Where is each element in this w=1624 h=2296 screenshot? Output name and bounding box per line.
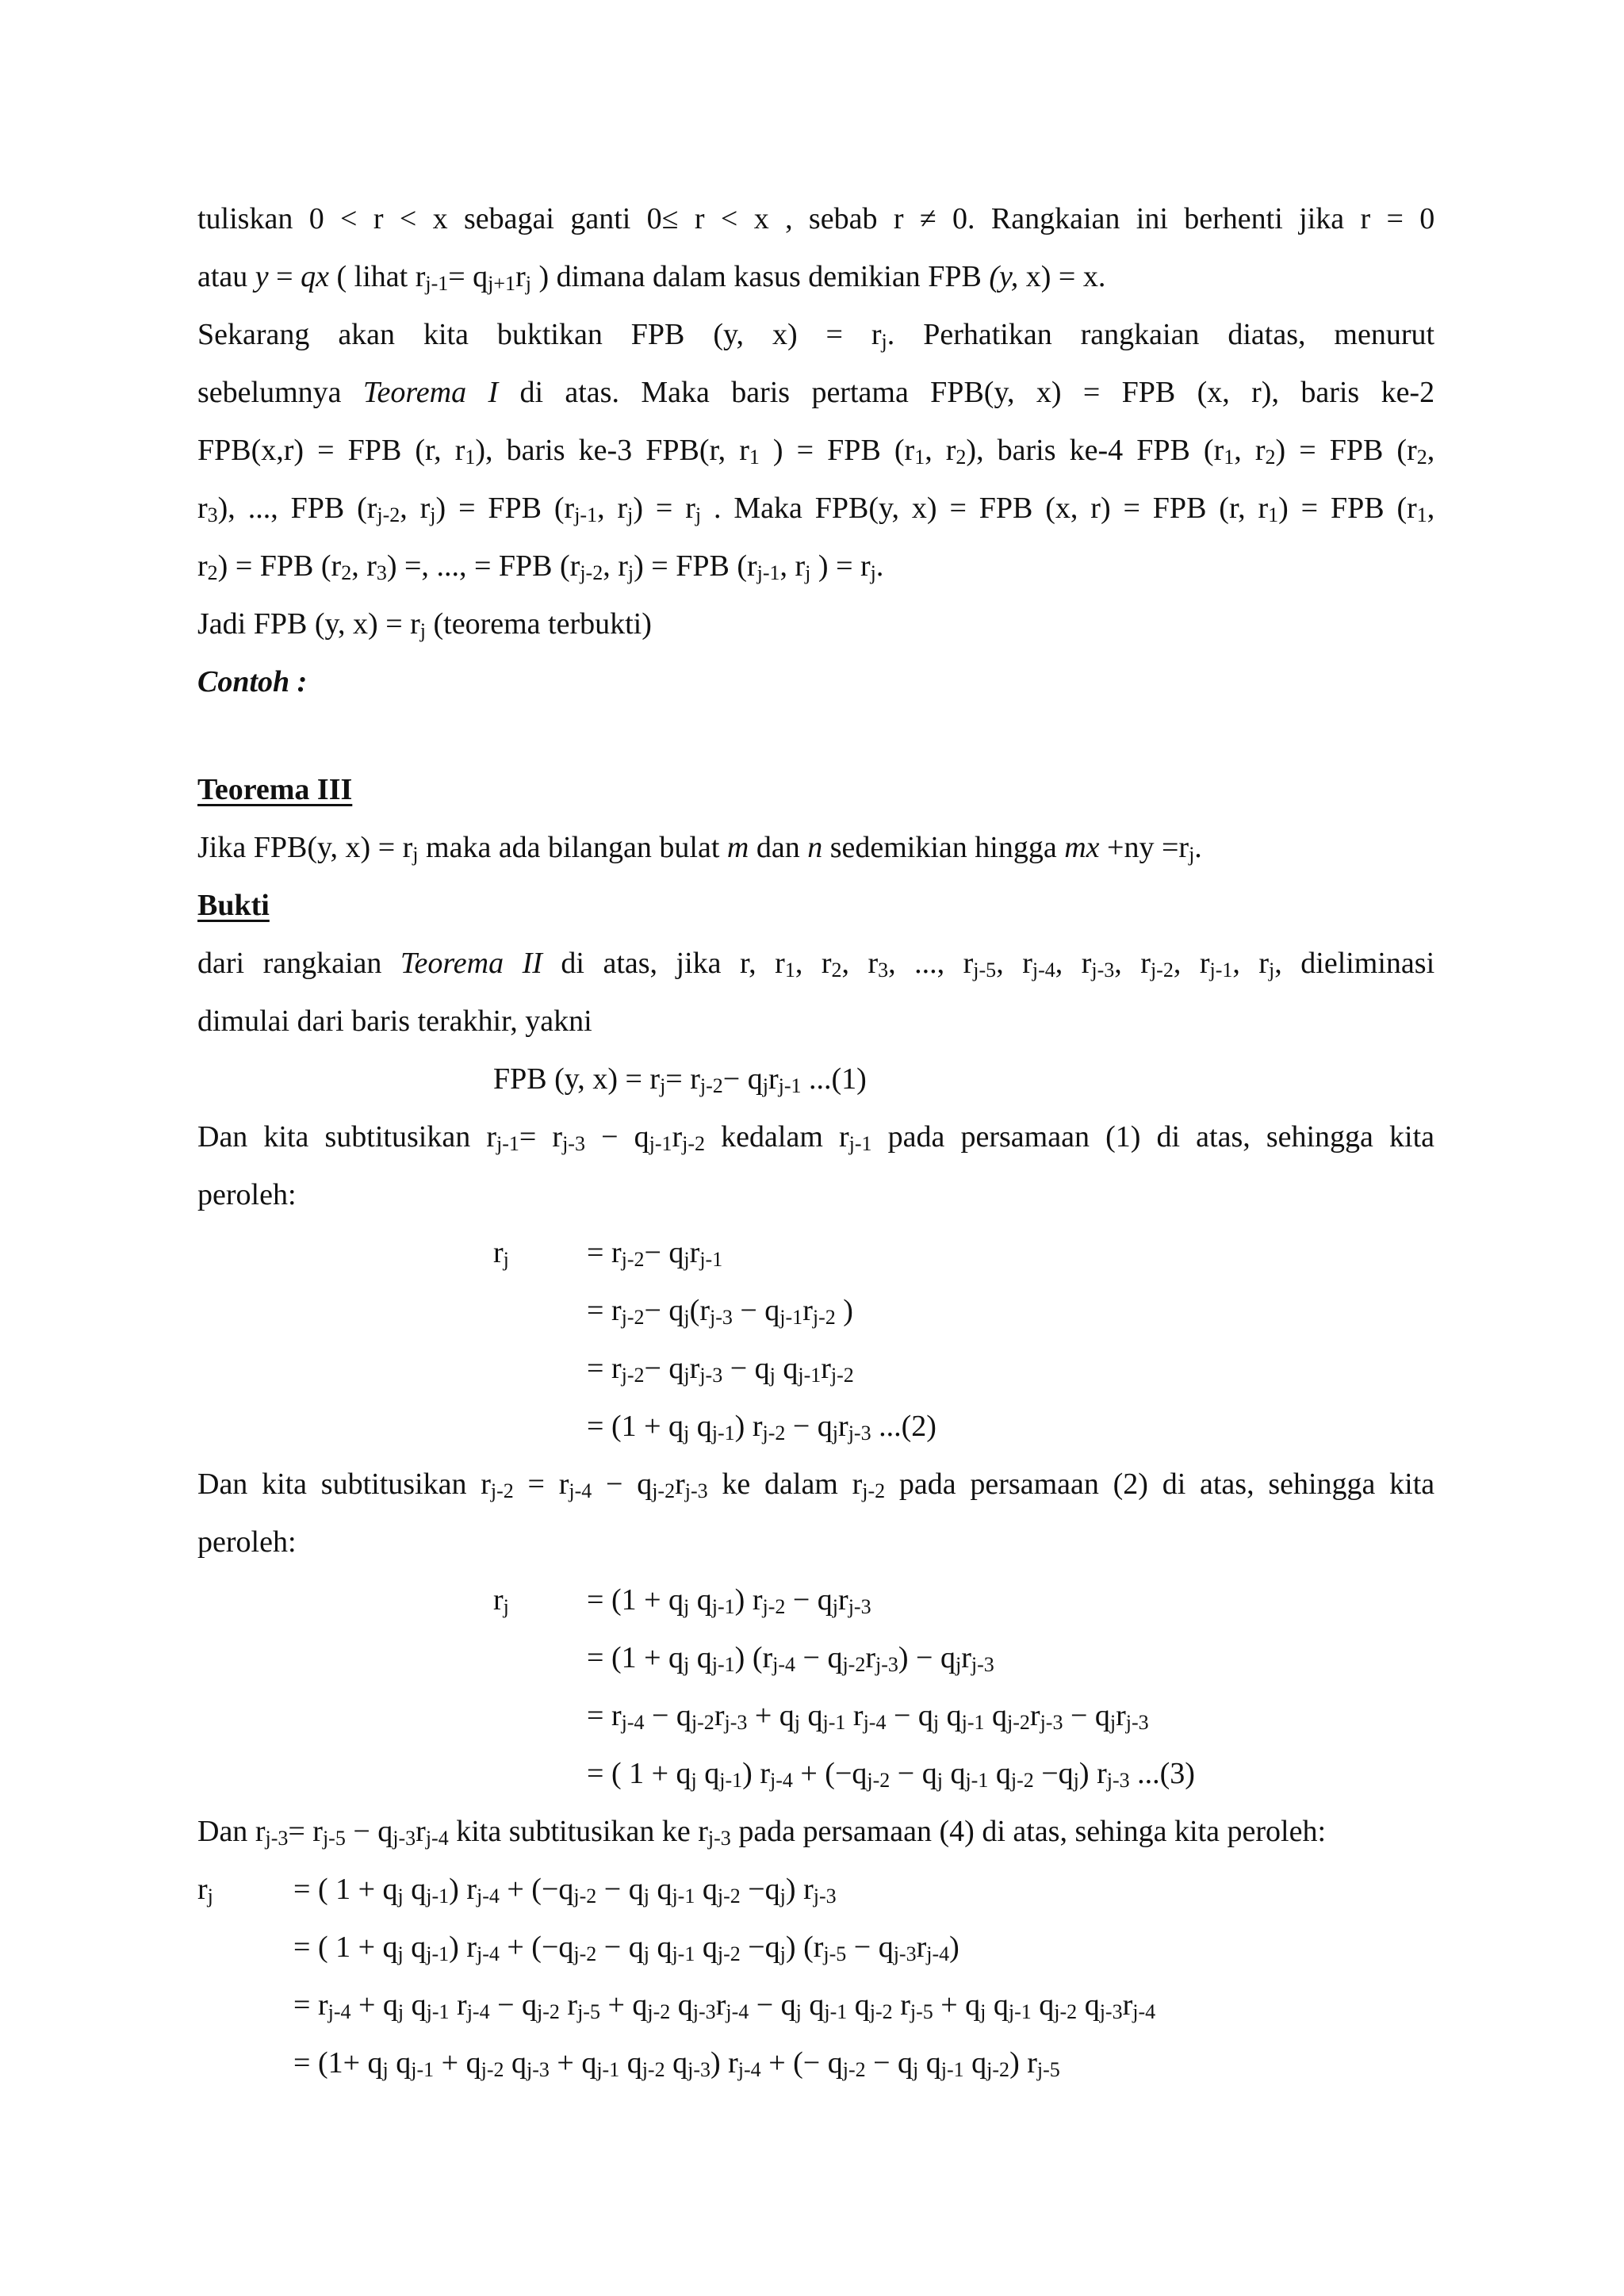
equation-line: = ($1 + q_j$ $q_{j-1}$) $r_{j-2} - q_jr_{j-3}$ [587,1583,871,1618]
text-line: atau y = qx ( lihat $r_{j-1}= q_{j+1}r_j$ ) dimana dalam kasus demikian FPB (y, x) = x. [197,260,1106,295]
equation-line: = $r_{j-2}- q_jr_{j-1}$ [587,1236,723,1271]
text-line: $r_3$), ..., FPB ($r_{j-2}$, $r_j$) = FPB ($r_{j-1}$, $r_j) = r_j$ . Maka FPB(y, x) = FPB (x, r) = FPB (r, $r_1$) = FPB ($r_1$, [197,492,1435,526]
equation-lhs: $r_j$ [197,1873,213,1908]
text-line: peroleh: [197,1525,297,1559]
text-line: sebelumnya Teorema I di atas. Maka baris pertama FPB(y, x) = FPB (x, r), baris ke-2 [197,376,1435,409]
text-line: Dan $r_{j-3}= r_{j-5} - q_{j-3}r_{j-4}$ kita subtitusikan ke $r_{j-3}$ pada persamaan (4) di atas, sehinga kita peroleh: [197,1815,1327,1850]
equation-line: = ( $1 + q_j$ $q_{j-1}$) $r_{j-4} + (-q_{j-2} - q_j$ $q_{j-1}$ $q_{j-2} -q_j$) $(r_{j-5} - q_{j-3}r_{j-4})$ [293,1931,959,1965]
text-line: $r_2$) = FPB ($r_2$, $r_3$) =, ..., = FPB ($r_{j-2}$, $r_j$) = FPB ($r_{j-1}$, $r_j$ ) = $r_j$. [197,549,884,584]
theorem-title: Teorema III [197,773,353,806]
equation-line: = $r_{j-2}- q_j(r_{j-3} - q_{j-1}r_{j-2}$ ) [587,1294,853,1329]
equation-lhs: $r_j$ [493,1236,509,1271]
equation-1: FPB (y, $x) = r_j= r_{j-2}- q_jr_{j-1}$ ...(1) [493,1062,867,1097]
text-line: Dan kita subtitusikan $r_{j-1}= r_{j-3} - q_{j-1}r_{j-2}$ kedalam $r_{j-1}$ pada persamaan (1) di atas, sehingga kita [197,1120,1435,1155]
text-line: Sekarang akan kita buktikan FPB (y, $x) = r_j$. Perhatikan rangkaian diatas, menurut [197,318,1435,353]
text-line: Dan kita subtitusikan $r_{j-2} = r_{j-4} - q_{j-2}r_{j-3}$ ke dalam $r_{j-2}$ pada persamaan (2) di atas, sehingga kita [197,1468,1435,1502]
equation-line: = ( $1 + q_j$ $q_{j-1}$) $r_{j-4} + (-q_{j-2} - q_j$ $q_{j-1}$ $q_{j-2} -q_j$) $r_{j-3}$ [293,1873,837,1908]
text-line: tuliskan 0 < r < x sebagai ganti 0≤ r < x , sebab r ≠ 0. Rangkaian ini berhenti jika r = 0 [197,202,1435,235]
proof-heading: Bukti [197,889,270,922]
text-line: peroleh: [197,1178,297,1211]
text-line: dimulai dari baris terakhir, yakni [197,1004,592,1038]
equation-line: = $r_{j-4} + q_j$ $q_{j-1}$ $r_{j-4} - q_{j-2}$ $r_{j-5} + q_{j-2}$ $q_{j-3}r_{j-4} - q_j$ $q_{j-1}$ $q_{j-2}$ $r_{j-5} + q_j$ $q_{j-1}$ $q_{j-2}$ $q_{j-3}r_{j-4}$ [293,1988,1156,2023]
equation-line: = ( $1 + q_j$ $q_{j-1}$) $r_{j-4} + (-q_{j-2} - q_j$ $q_{j-1}$ $q_{j-2} -q_j$) $r_{j-3}$ ...(3) [587,1757,1195,1792]
example-heading: Contoh : [197,665,308,698]
text-line: dari rangkaian Teorema II di atas, jika r, $r_1$, $r_2$, $r_3$, ..., $r_{j-5}$, $r_{j-4}$, $r_{j-3}$, $r_{j-2}$, $r_{j-1}$, $r_j$, dieliminasi [197,947,1435,982]
equation-line: = ($1 + q_j$ $q_{j-1}$) $(r_{j-4} - q_{j-2}r_{j-3}) - q_jr_{j-3}$ [587,1641,994,1676]
equation-line: = ($1+ q_j$ $q_{j-1} + q_{j-2}$ $q_{j-3} + q_{j-1}$ $q_{j-2}$ $q_{j-3}$) $r_{j-4}$ + (− $q_{j-2} - q_j$ $q_{j-1}$ $q_{j-2}$) $r_{j-5}$ [293,2046,1060,2081]
text-line: Jadi FPB (y, $x) = r_j$ (teorema terbukti) [197,607,652,642]
equation-line: = ($1 + q_j$ $q_{j-1}$) $r_{j-2} - q_jr_{j-3}$ ...(2) [587,1410,936,1445]
equation-lhs: $r_j$ [493,1583,509,1618]
theorem-statement: Jika FPB(y, $x) = r_j$ maka ada bilangan bulat m dan n sedemikian hingga mx $+ny =r_j$. [197,831,1202,866]
equation-line: = $r_{j-2}- q_jr_{j-3} - q_j$ $q_{j-1}r_{j-2}$ [587,1352,854,1387]
text-line: FPB(x,r) = FPB (r, $r_1$), baris ke-3 FPB(r, $r_1$ ) = FPB ($r_1$, $r_2$), baris ke-4 FPB ($r_1$, $r_2$) = FPB ($r_2$, [197,434,1435,469]
equation-line: = $r_{j-4} - q_{j-2}r_{j-3} + q_j$ $q_{j-1}$ $r_{j-4} - q_j$ $q_{j-1}$ $q_{j-2}r_{j-3} - q_jr_{j-3}$ [587,1699,1149,1734]
